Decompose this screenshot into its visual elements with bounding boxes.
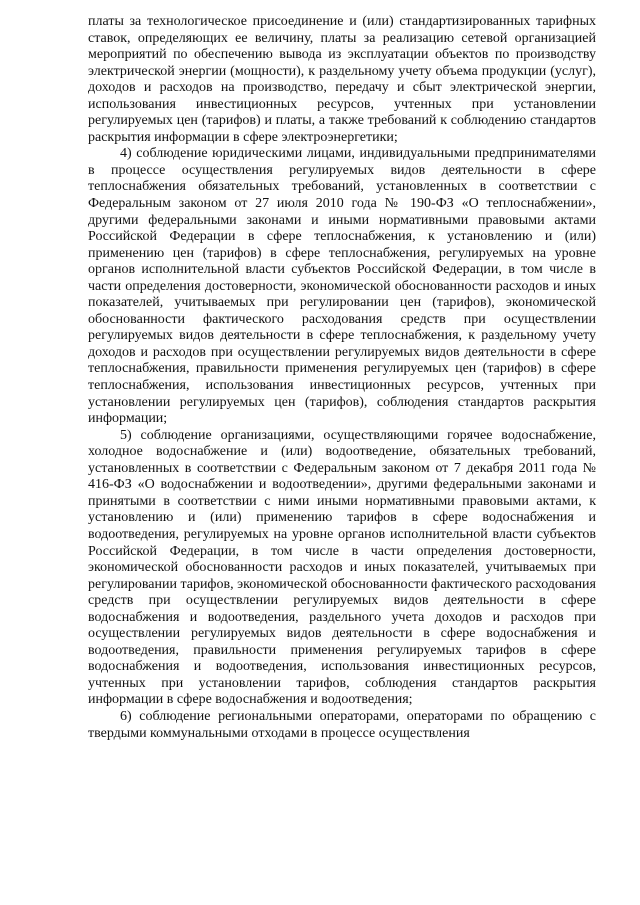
paragraph-item-6-waste-operators: 6) соблюдение региональными операторами, операторами по обращению с твердыми коммунальными отходами в процессе осуществления <box>88 708 596 741</box>
paragraph-electricity-continuation: платы за технологическое присоединение и (или) стандартизированных тарифных ставок, определяющих ее величину, платы за реализацию сетевой организацией мероприятий по обеспечению вывода из эксплуатации объектов по производству электрической энергии (мощности), к раздельному учету объема продукции (услуг), доходов и расходов на производство, передачу и сбыт электрической энергии, использования инвестиционных ресурсов, учтенных при установлении регулируемых цен (тарифов) и платы, а также требований к соблюдению стандартов раскрытия информации в сфере электроэнергетики; <box>88 14 596 145</box>
paragraph-item-4-heat-supply: 4) соблюдение юридическими лицами, индивидуальными предпринимателями в процессе осуществления регулируемых видов деятельности в сфере теплоснабжения обязательных требований, установленных в соответствии с Федеральным законом от 27 июля 2010 года № 190-ФЗ «О теплоснабжении», другими федеральными законами и иными нормативными правовыми актами Российской Федерации в сфере теплоснабжения, к установлению и (или) применению цен (тарифов) в сфере теплоснабжения, регулируемых на уровне органов исполнительной власти субъектов Российской Федерации, в том числе в части определения достоверности, экономической обоснованности расходов и иных показателей, учитываемых при регулировании цен (тарифов), экономической обоснованности фактического расходования средств при осуществлении регулируемых видов деятельности в сфере теплоснабжения, к раздельному учету доходов и расходов при осуществлении регулируемых видов деятельности в сфере теплоснабжения, правильности применения регулируемых цен (тарифов) в сфере теплоснабжения, использования инвестиционных ресурсов, учтенных при установлении регулируемых цен (тарифов), соблюдения стандартов раскрытия информации; <box>88 146 596 427</box>
paragraph-item-5-water-supply: 5) соблюдение организациями, осуществляющими горячее водоснабжение, холодное водоснабжение и (или) водоотведение, обязательных требований, установленных в соответствии с Федеральным законом от 7 декабря 2011 года № 416-ФЗ «О водоснабжении и водоотведении», другими федеральными законами и принятыми в соответствии с ними иными нормативными правовыми актами, к установлению и (или) применению тарифов в сфере водоснабжения и водоотведения, регулируемых на уровне органов исполнительной власти субъектов Российской Федерации, в том числе в части определения достоверности, экономической обоснованности расходов и иных показателей, учитываемых при регулировании тарифов, экономической обоснованности фактического расходования средств при осуществлении регулируемых видов деятельности в сфере водоснабжения и водоотведения, раздельного учета доходов и расходов при осуществлении регулируемых видов деятельности в сфере водоснабжения и водоотведения, правильности применения регулируемых тарифов в сфере водоснабжения и водоотведения, использования инвестиционных ресурсов, учтенных при установлении тарифов, соблюдения стандартов раскрытия информации в сфере водоснабжения и водоотведения; <box>88 427 596 708</box>
document-page <box>88 14 596 742</box>
